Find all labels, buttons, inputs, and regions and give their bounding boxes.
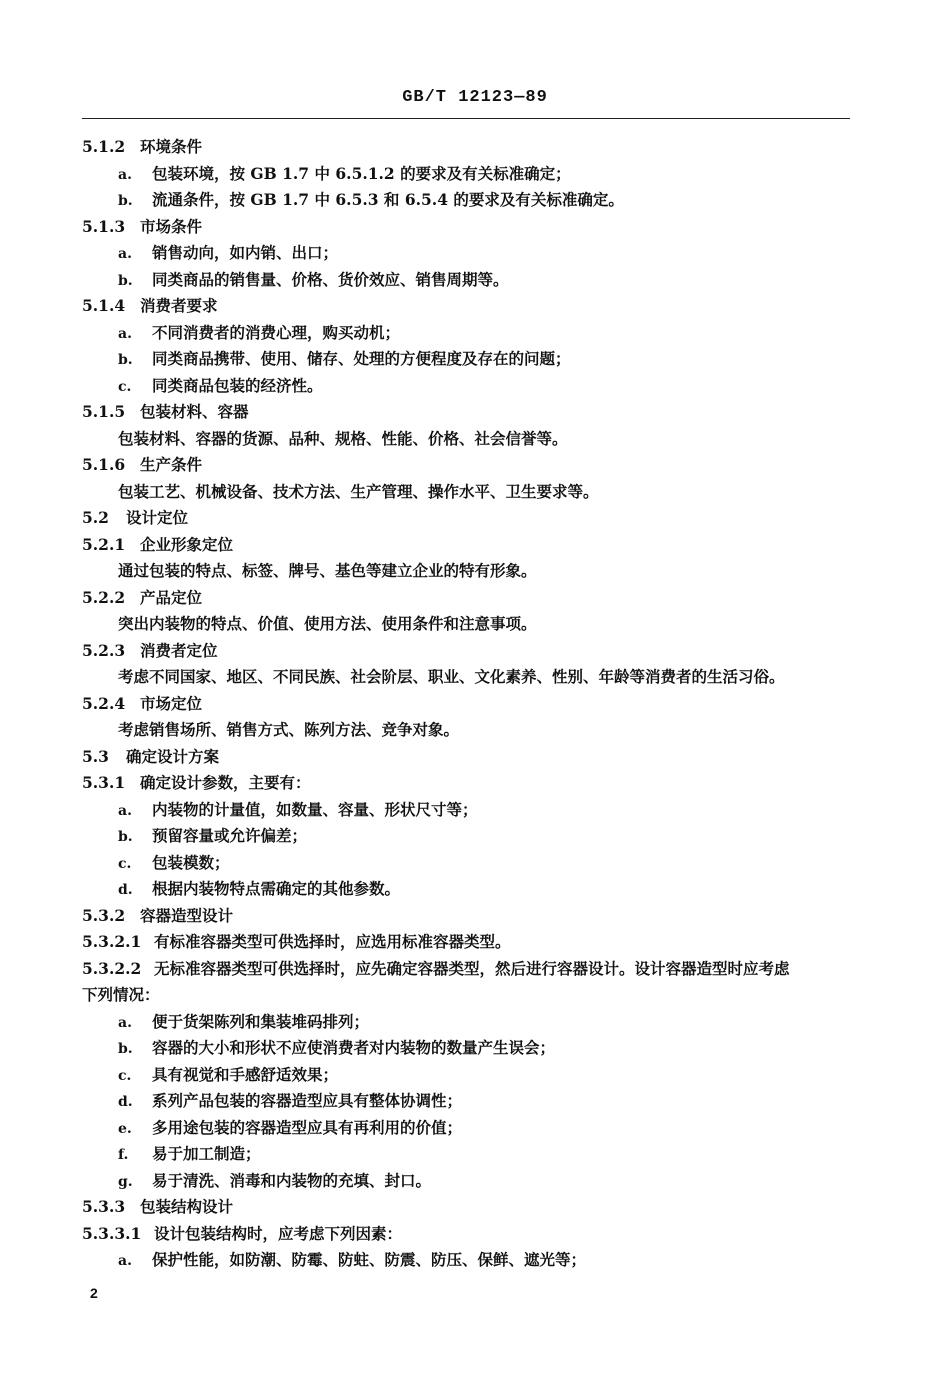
document-header: GB/T 12123—89 bbox=[402, 88, 548, 107]
list-item bbox=[82, 823, 852, 850]
section-heading bbox=[82, 293, 852, 320]
section-number: 5.3 bbox=[82, 746, 109, 766]
section-title: 设计包装结构时，应考虑下列因素： bbox=[154, 1223, 403, 1243]
section-title: 有标准容器类型可供选择时，应选用标准容器类型。 bbox=[154, 932, 511, 951]
section-number: 5.2.3 bbox=[82, 640, 126, 660]
list-marker: a. bbox=[118, 1014, 132, 1031]
list-item bbox=[82, 1247, 852, 1274]
list-item-text: 销售动向，如内销、出口； bbox=[152, 243, 339, 262]
section-number: 5.3.3.1 bbox=[82, 1223, 142, 1243]
section-title: 设计定位 bbox=[126, 508, 189, 527]
section-title: 消费者定位 bbox=[140, 640, 218, 660]
section-title: 确定设计参数，主要有： bbox=[140, 773, 311, 792]
list-marker: a. bbox=[118, 802, 132, 819]
list-marker: b. bbox=[118, 1041, 133, 1057]
list-item bbox=[82, 850, 852, 877]
section-title: 消费者要求 bbox=[140, 296, 218, 315]
section-title: 企业形象定位 bbox=[140, 534, 234, 554]
list-item-text: 同类商品的销售量、价格、货价效应、销售周期等。 bbox=[152, 269, 509, 289]
paragraph: 突出内装物的特点、价值、使用方法、使用条件和注意事项。 bbox=[118, 614, 537, 633]
list-item bbox=[82, 1088, 852, 1115]
paragraph: 考虑销售场所、销售方式、陈列方法、竞争对象。 bbox=[118, 720, 460, 739]
list-item bbox=[82, 1062, 852, 1089]
header-rule bbox=[82, 118, 850, 119]
section-title: 确定设计方案 bbox=[126, 746, 220, 766]
section-number: 5.3.2.2 bbox=[82, 958, 142, 978]
list-item-text: 保护性能，如防潮、防霉、防蛀、防震、防压、保鲜、遮光等； bbox=[152, 1250, 587, 1269]
section-number: 5.1.6 bbox=[82, 455, 126, 474]
section-title: 市场条件 bbox=[140, 216, 203, 236]
section-heading bbox=[82, 770, 852, 797]
list-item bbox=[82, 187, 852, 214]
section-number: 5.2.1 bbox=[82, 534, 126, 554]
list-marker: c. bbox=[118, 855, 132, 872]
list-item bbox=[82, 320, 852, 347]
paragraph: 包装材料、容器的货源、品种、规格、性能、价格、社会信誉等。 bbox=[118, 428, 568, 448]
list-item-text: 根据内装物特点需确定的其他参数。 bbox=[152, 879, 401, 898]
list-item-text: 具有视觉和手感舒适效果； bbox=[152, 1064, 339, 1084]
section-title: 生产条件 bbox=[140, 455, 203, 474]
list-item-text: 系列产品包装的容器造型应具有整体协调性； bbox=[152, 1091, 463, 1110]
list-item-text: 同类商品携带、使用、储存、处理的方便程度及存在的问题； bbox=[152, 349, 571, 368]
list-marker: a. bbox=[118, 325, 132, 342]
section-title: 容器造型设计 bbox=[140, 905, 234, 925]
list-item bbox=[82, 373, 852, 400]
list-marker: b. bbox=[118, 193, 133, 209]
list-marker: c. bbox=[118, 378, 132, 395]
section-heading bbox=[82, 744, 852, 771]
section-heading bbox=[82, 532, 852, 559]
list-marker: e. bbox=[118, 1120, 132, 1137]
section-title: 产品定位 bbox=[140, 587, 203, 607]
paragraph: 包装工艺、机械设备、技术方法、生产管理、操作水平、卫生要求等。 bbox=[118, 481, 599, 501]
section-title: 包装材料、容器 bbox=[140, 402, 249, 421]
list-marker: a. bbox=[118, 246, 132, 262]
section-heading bbox=[82, 691, 852, 718]
section-title: 包装结构设计 bbox=[140, 1197, 234, 1216]
section-number: 5.1.4 bbox=[82, 296, 126, 315]
list-item-text: 容器的大小和形状不应使消费者对内装物的数量产生误会； bbox=[152, 1038, 556, 1057]
list-marker: d. bbox=[118, 1094, 133, 1110]
list-item bbox=[82, 267, 852, 294]
paragraph: 通过包装的特点、标签、牌号、基色等建立企业的特有形象。 bbox=[118, 561, 537, 580]
list-item-text: 包装环境，按 GB 1.7 中 6.5.1.2 的要求及有关标准确定； bbox=[152, 163, 571, 183]
section-number: 5.1.2 bbox=[82, 137, 126, 156]
list-marker: a. bbox=[118, 1253, 132, 1269]
list-marker: g. bbox=[118, 1173, 133, 1190]
list-item-text: 易于清洗、消毒和内装物的充填、封口。 bbox=[152, 1170, 432, 1190]
list-marker: c. bbox=[118, 1067, 132, 1084]
list-item bbox=[82, 240, 852, 267]
section-heading bbox=[82, 214, 852, 241]
section-number: 5.2 bbox=[82, 508, 109, 527]
list-item bbox=[82, 1141, 852, 1168]
list-item bbox=[82, 1168, 852, 1195]
section-title: 环境条件 bbox=[140, 137, 203, 156]
list-item-text: 便于货架陈列和集装堆码排列； bbox=[152, 1011, 370, 1031]
section-heading bbox=[82, 134, 852, 161]
section-heading bbox=[82, 929, 852, 956]
section-heading bbox=[82, 452, 852, 479]
list-marker: a. bbox=[118, 166, 132, 183]
section-number: 5.3.1 bbox=[82, 773, 126, 792]
section-title: 市场定位 bbox=[140, 693, 203, 713]
paragraph-continuation: 下列情况： bbox=[82, 985, 160, 1004]
list-item bbox=[82, 346, 852, 373]
list-item bbox=[82, 1035, 852, 1062]
list-item-text: 内装物的计量值，如数量、容量、形状尺寸等； bbox=[152, 799, 478, 819]
paragraph: 考虑不同国家、地区、不同民族、社会阶层、职业、文化素养、性别、年龄等消费者的生活习俗。 bbox=[118, 667, 785, 686]
section-number: 5.2.4 bbox=[82, 693, 126, 713]
section-title: 无标准容器类型可供选择时，应先确定容器类型，然后进行容器设计。设计容器造型时应考虑 bbox=[154, 958, 790, 978]
section-heading bbox=[82, 903, 852, 930]
list-item-text: 不同消费者的消费心理，购买动机； bbox=[152, 322, 401, 342]
page-number: 2 bbox=[90, 1285, 98, 1301]
list-item bbox=[82, 161, 852, 188]
section-heading bbox=[82, 956, 852, 983]
list-item bbox=[82, 797, 852, 824]
section-number: 5.2.2 bbox=[82, 587, 126, 607]
list-marker: f. bbox=[118, 1147, 129, 1163]
section-number: 5.3.2.1 bbox=[82, 932, 142, 951]
list-item bbox=[82, 876, 852, 903]
section-number: 5.1.5 bbox=[82, 402, 126, 421]
list-marker: b. bbox=[118, 352, 133, 368]
list-item-text: 多用途包装的容器造型应具有再利用的价值； bbox=[152, 1117, 463, 1137]
document-body bbox=[82, 134, 852, 1274]
list-item bbox=[82, 1009, 852, 1036]
list-item-text: 包装模数； bbox=[152, 852, 230, 872]
section-heading bbox=[82, 585, 852, 612]
list-marker: b. bbox=[118, 829, 133, 845]
section-heading bbox=[82, 638, 852, 665]
list-item-text: 流通条件，按 GB 1.7 中 6.5.3 和 6.5.4 的要求及有关标准确定。 bbox=[152, 190, 624, 209]
section-heading bbox=[82, 1194, 852, 1221]
list-item bbox=[82, 1115, 852, 1142]
section-heading bbox=[82, 1221, 852, 1248]
section-heading bbox=[82, 505, 852, 532]
section-heading bbox=[82, 399, 852, 426]
list-item-text: 易于加工制造； bbox=[152, 1144, 261, 1163]
list-marker: d. bbox=[118, 882, 133, 898]
list-marker: b. bbox=[118, 272, 133, 289]
section-number: 5.3.3 bbox=[82, 1197, 126, 1216]
list-item-text: 预留容量或允许偏差； bbox=[152, 826, 308, 845]
section-number: 5.1.3 bbox=[82, 216, 126, 236]
section-number: 5.3.2 bbox=[82, 905, 126, 925]
list-item-text: 同类商品包装的经济性。 bbox=[152, 375, 323, 395]
